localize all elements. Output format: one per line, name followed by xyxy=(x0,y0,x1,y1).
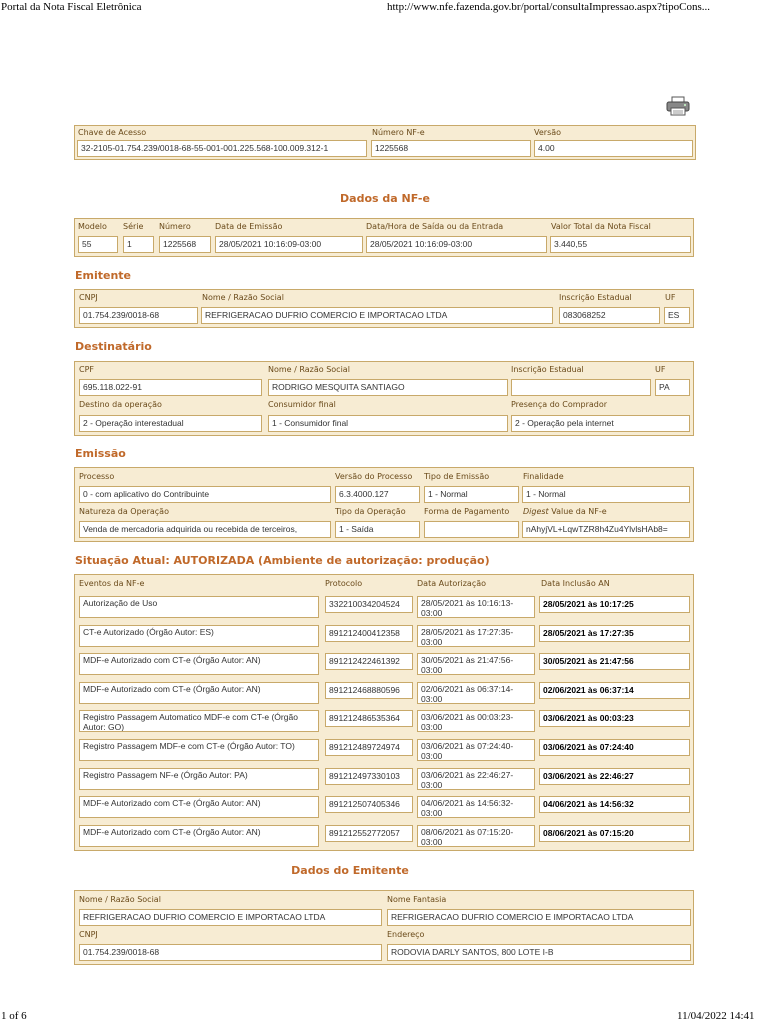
tipo-operacao-field: 1 - Saída xyxy=(335,521,420,538)
de-cnpj-label: CNPJ xyxy=(79,930,98,939)
digest-field: nAhyjVL+LqwTZR8h4Zu4YlvlsHAb8= xyxy=(522,521,690,538)
valor-field: 3.440,55 xyxy=(550,236,691,253)
processo-label: Processo xyxy=(79,472,115,481)
event-row-data-aut: 03/06/2021 às 22:46:27-03:00 xyxy=(417,768,535,790)
dest-cpf-label: CPF xyxy=(79,365,95,374)
processo-field: 0 - com aplicativo do Contribuinte xyxy=(79,486,331,503)
event-row-evento: Registro Passagem MDF-e com CT-e (Órgão Autor: TO) xyxy=(79,739,319,761)
pagamento-field xyxy=(424,521,519,538)
de-cnpj-field: 01.754.239/0018-68 xyxy=(79,944,382,961)
event-row-data-inc: 02/06/2021 às 06:37:14 xyxy=(539,682,690,699)
emitente-cnpj-label: CNPJ xyxy=(79,293,98,302)
de-fantasia-label: Nome Fantasia xyxy=(387,895,447,904)
emitente-title: Emitente xyxy=(75,269,132,282)
numero-field: 1225568 xyxy=(371,140,531,157)
natureza-field: Venda de mercadoria adquirida ou recebida de terceiros, xyxy=(79,521,331,538)
event-row-evento: Registro Passagem NF-e (Órgão Autor: PA) xyxy=(79,768,319,790)
versao-processo-label: Versão do Processo xyxy=(335,472,413,481)
event-row-protocolo: 891212468880596 xyxy=(325,682,413,699)
serie-field: 1 xyxy=(123,236,154,253)
de-nome-field: REFRIGERACAO DUFRIO COMERCIO E IMPORTACAO LTDA xyxy=(79,909,382,926)
dest-uf-label: UF xyxy=(655,365,666,374)
event-row-evento: Registro Passagem Automatico MDF-e com CT-e (Órgão Autor: GO) xyxy=(79,710,319,732)
event-row-data-inc: 08/06/2021 às 07:15:20 xyxy=(539,825,690,842)
event-row-data-inc: 03/06/2021 às 00:03:23 xyxy=(539,710,690,727)
de-endereco-label: Endereço xyxy=(387,930,425,939)
de-nome-label: Nome / Razão Social xyxy=(79,895,161,904)
dest-cpf-field: 695.118.022-91 xyxy=(79,379,262,396)
valor-label: Valor Total da Nota Fiscal xyxy=(551,222,651,231)
page-info: 1 of 6 xyxy=(1,1010,27,1022)
col-eventos: Eventos da NF-e xyxy=(79,579,145,588)
emitente-nome-label: Nome / Razão Social xyxy=(202,293,284,302)
event-row-data-aut: 08/06/2021 às 07:15:20-03:00 xyxy=(417,825,535,847)
event-row-data-aut: 28/05/2021 às 10:16:13-03:00 xyxy=(417,596,535,618)
event-row-data-aut: 30/05/2021 às 21:47:56-03:00 xyxy=(417,653,535,675)
de-endereco-field: RODOVIA DARLY SANTOS, 800 LOTE I-B xyxy=(387,944,691,961)
eventos-table xyxy=(74,574,694,851)
serie-label: Série xyxy=(123,222,144,231)
saida-field: 28/05/2021 10:16:09-03:00 xyxy=(366,236,547,253)
event-row-data-inc: 03/06/2021 às 22:46:27 xyxy=(539,768,690,785)
dest-presenca-field: 2 - Operação pela internet xyxy=(511,415,690,432)
numero-label: Número NF-e xyxy=(372,128,425,137)
dados-emitente-box xyxy=(74,890,694,965)
emissao-field: 28/05/2021 10:16:09-03:00 xyxy=(215,236,363,253)
digest-label: Digest Value da NF-e xyxy=(523,507,607,516)
dest-destino-label: Destino da operação xyxy=(79,400,162,409)
chave-field: 32-2105-01.754.239/0018-68-55-001-001.225.568-100.009.312-1 xyxy=(77,140,367,157)
pagamento-label: Forma de Pagamento xyxy=(424,507,510,516)
tipo-emissao-label: Tipo de Emissão xyxy=(424,472,490,481)
finalidade-field: 1 - Normal xyxy=(522,486,690,503)
emitente-cnpj-field: 01.754.239/0018-68 xyxy=(79,307,198,324)
col-protocolo: Protocolo xyxy=(325,579,363,588)
natureza-label: Natureza da Operação xyxy=(79,507,169,516)
event-row-protocolo: 891212489724974 xyxy=(325,739,413,756)
modelo-field: 55 xyxy=(78,236,118,253)
event-row-evento: Autorização de Uso xyxy=(79,596,319,618)
emitente-uf-label: UF xyxy=(665,293,676,302)
emissao-title: Emissão xyxy=(75,447,126,460)
event-row-data-inc: 03/06/2021 às 07:24:40 xyxy=(539,739,690,756)
event-row-data-inc: 28/05/2021 às 17:27:35 xyxy=(539,625,690,642)
modelo-label: Modelo xyxy=(78,222,107,231)
numero-nfe-label: Número xyxy=(159,222,191,231)
event-row-protocolo: 891212497330103 xyxy=(325,768,413,785)
event-row-protocolo: 891212507405346 xyxy=(325,796,413,813)
emitente-nome-field: REFRIGERACAO DUFRIO COMERCIO E IMPORTACAO LTDA xyxy=(201,307,553,324)
emitente-uf-field: ES xyxy=(664,307,690,324)
dest-ie-label: Inscrição Estadual xyxy=(511,365,584,374)
dest-uf-field: PA xyxy=(655,379,690,396)
event-row-data-aut: 03/06/2021 às 07:24:40-03:00 xyxy=(417,739,535,761)
de-fantasia-field: REFRIGERACAO DUFRIO COMERCIO E IMPORTACAO LTDA xyxy=(387,909,691,926)
col-data-inclusao: Data Inclusão AN xyxy=(541,579,610,588)
event-row-evento: MDF-e Autorizado com CT-e (Órgão Autor: AN) xyxy=(79,825,319,847)
col-data-autorizacao: Data Autorização xyxy=(417,579,487,588)
dest-destino-field: 2 - Operação interestadual xyxy=(79,415,262,432)
dados-nfe-box xyxy=(74,218,694,257)
situacao-title: Situação Atual: AUTORIZADA (Ambiente de autorização: produção) xyxy=(75,554,490,567)
versao-label: Versão xyxy=(534,128,562,137)
event-row-evento: MDF-e Autorizado com CT-e (Órgão Autor: AN) xyxy=(79,682,319,704)
event-row-protocolo: 891212422461392 xyxy=(325,653,413,670)
emitente-box xyxy=(74,289,694,328)
printer-icon[interactable] xyxy=(665,96,691,116)
emissao-box xyxy=(74,467,694,542)
tipo-emissao-field: 1 - Normal xyxy=(424,486,519,503)
event-row-data-aut: 28/05/2021 às 17:27:35-03:00 xyxy=(417,625,535,647)
event-row-data-inc: 30/05/2021 às 21:47:56 xyxy=(539,653,690,670)
versao-field: 4.00 xyxy=(534,140,693,157)
event-row-protocolo: 891212486535364 xyxy=(325,710,413,727)
dados-emitente-title: Dados do Emitente xyxy=(291,864,409,877)
event-row-evento: MDF-e Autorizado com CT-e (Órgão Autor: AN) xyxy=(79,796,319,818)
tipo-operacao-label: Tipo da Operação xyxy=(335,507,406,516)
event-row-protocolo: 891212400412358 xyxy=(325,625,413,642)
emissao-label: Data de Emissão xyxy=(215,222,283,231)
chave-label: Chave de Acesso xyxy=(78,128,147,137)
dest-consumidor-field: 1 - Consumidor final xyxy=(268,415,508,432)
event-row-protocolo: 891212552772057 xyxy=(325,825,413,842)
event-row-data-inc: 28/05/2021 às 10:17:25 xyxy=(539,596,690,613)
dest-consumidor-label: Consumidor final xyxy=(268,400,336,409)
event-row-data-aut: 03/06/2021 às 00:03:23-03:00 xyxy=(417,710,535,732)
saida-label: Data/Hora de Saída ou da Entrada xyxy=(366,222,504,231)
dest-nome-field: RODRIGO MESQUITA SANTIAGO xyxy=(268,379,508,396)
event-row-data-aut: 02/06/2021 às 06:37:14-03:00 xyxy=(417,682,535,704)
versao-processo-field: 6.3.4000.127 xyxy=(335,486,420,503)
page-url: http://www.nfe.fazenda.gov.br/portal/consultaImpressao.aspx?tipoCons... xyxy=(387,1,710,13)
dest-ie-field xyxy=(511,379,651,396)
page-title: Portal da Nota Fiscal Eletrônica xyxy=(1,1,142,13)
nfe-key-box xyxy=(74,125,696,160)
emitente-ie-field: 083068252 xyxy=(559,307,660,324)
print-datetime: 11/04/2022 14:41 xyxy=(677,1010,755,1022)
dest-presenca-label: Presença do Comprador xyxy=(511,400,608,409)
destinatario-title: Destinatário xyxy=(75,340,152,353)
event-row-evento: CT-e Autorizado (Órgão Autor: ES) xyxy=(79,625,319,647)
event-row-data-inc: 04/06/2021 às 14:56:32 xyxy=(539,796,690,813)
dados-nfe-title: Dados da NF-e xyxy=(340,192,430,205)
event-row-evento: MDF-e Autorizado com CT-e (Órgão Autor: AN) xyxy=(79,653,319,675)
event-row-data-aut: 04/06/2021 às 14:56:32-03:00 xyxy=(417,796,535,818)
finalidade-label: Finalidade xyxy=(523,472,564,481)
dest-nome-label: Nome / Razão Social xyxy=(268,365,350,374)
emitente-ie-label: Inscrição Estadual xyxy=(559,293,632,302)
destinatario-box xyxy=(74,361,694,436)
event-row-protocolo: 332210034204524 xyxy=(325,596,413,613)
numero-nfe-field: 1225568 xyxy=(159,236,211,253)
